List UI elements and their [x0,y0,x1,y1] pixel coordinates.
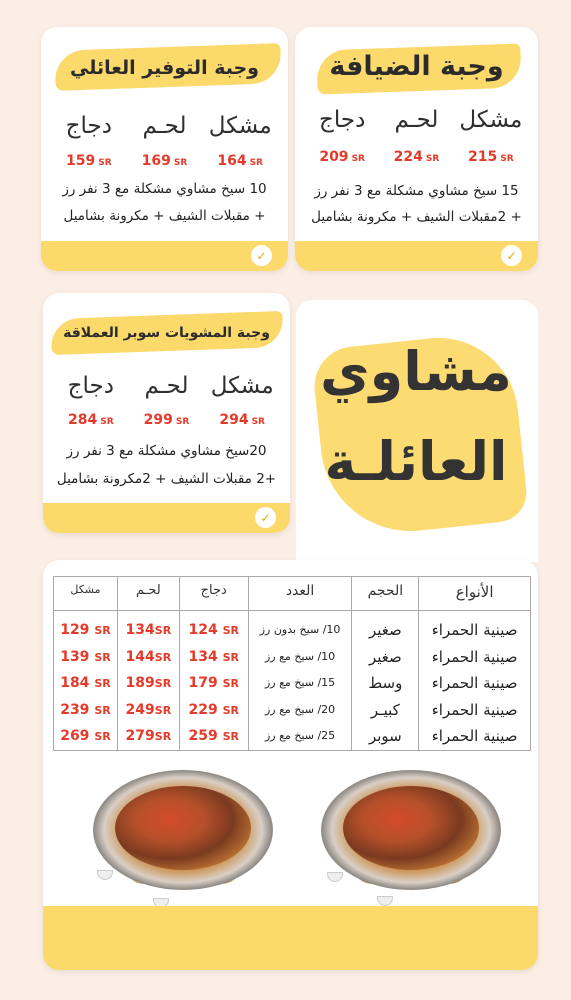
table-cell: 25/ سيخ مع رز [264,729,336,742]
category-meat: لحـم [144,373,189,399]
column-count [248,611,352,751]
card-super-giant-meal [43,293,290,533]
price-meat: 299 SR [143,412,190,428]
header-meat: لحـم [117,577,179,611]
price-mixed: 215 SR [467,149,514,165]
table-cell: صينية الحمراء [431,700,518,719]
price-chicken: 159 SR [66,153,112,169]
category-row [305,107,528,133]
table-cell: 144SR [125,648,172,665]
price-mixed: 164 SR [217,153,263,169]
card-footer [43,503,290,533]
price-chicken: 284 SR [68,412,114,428]
table-header-row [54,577,531,611]
category-row [53,373,280,399]
category-row [51,113,278,139]
category-chicken: دجاج [65,113,112,139]
table-cell: 259 SR [188,728,239,744]
price-row [305,149,528,165]
header-mixed: مشكل [54,577,118,611]
price-meat: 169 SR [141,153,188,169]
tray-food [343,786,479,870]
description-line-2: + 2مقبلات الشيف + مكرونة بشاميل [311,209,522,225]
table-cell: 134SR [125,622,172,638]
table-cell: 269 SR [60,728,111,744]
sauce-bowl [97,870,113,880]
header-types: الأنواع [419,577,531,611]
table-cell: 20/ سيخ مع رز [264,702,336,716]
column-mixed [54,611,118,751]
table-cell: 249SR [125,701,172,718]
grill-tray-image-right [321,770,501,890]
grill-tray-image-left [93,770,273,890]
description-line-1: 15 سيخ مشاوي مشكلة مع 3 نفر رز [314,183,519,199]
table-cell: صغير [368,647,402,666]
column-size [352,611,419,751]
card-family-saving-meal [41,27,288,271]
panel-footer [43,906,538,970]
description-line-1: 10 سيخ مشاوي مشكلة مع 3 نفر رز [62,181,267,197]
table-cell: صينية الحمراء [431,727,518,745]
family-grills-panel [296,300,538,562]
price-row [51,153,278,169]
category-mixed: مشكل [210,373,274,399]
card-hospitality-meal [295,27,538,271]
table-cell: 139 SR [60,648,111,665]
leaf-icon: ✓ [255,507,276,528]
column-chicken [179,611,248,751]
category-chicken: دجاج [67,373,114,399]
description-line-2: + مقبلات الشيف + مكرونة بشاميل [63,208,266,224]
price-chicken: 209 SR [319,149,365,165]
table-cell: صينية الحمراء [431,647,518,666]
table-cell: 124 SR [188,622,239,638]
description-line-2: +2 مقبلات الشيف + 2مكرونة بشاميل [56,471,277,487]
table-cell: وسط [368,674,403,692]
sauce-bowl [327,872,343,882]
table-cell: صينية الحمراء [431,621,518,639]
category-mixed: مشكل [208,113,272,139]
family-grills-title-line-1: مشاوي [320,340,512,403]
table-cell: 189SR [125,675,172,691]
table-cell: 134 SR [188,648,239,665]
description-line-1: 20سيخ مشاوي مشكلة مع 3 نفر رز [66,443,267,459]
sauce-bowl [377,896,393,906]
card-title: وجبة المشويات سوبر العملاقة [63,325,270,341]
table-cell: 129 SR [60,622,111,638]
column-meat [117,611,179,751]
leaf-icon: ✓ [251,245,272,266]
column-types [419,611,531,751]
leaf-icon: ✓ [501,245,522,266]
table-cell: 279SR [125,728,172,744]
header-count: العدد [248,577,352,611]
table-cell: 15/ سيخ مع رز [264,676,336,689]
category-mixed: مشكل [459,107,523,133]
category-meat: لحـم [394,107,439,133]
table-body-row [54,611,531,751]
price-mixed: 294 SR [219,412,265,428]
table-cell: 239 SR [60,701,111,718]
table-cell: كبيـر [370,700,400,719]
table-cell: صغير [368,621,402,639]
header-chicken: دجاج [179,577,248,611]
tray-food [115,786,251,870]
table-cell: 184 SR [60,675,111,691]
table-cell: 179 SR [188,675,239,691]
table-cell: 10/ سيخ بدون رز [259,623,341,636]
price-row [53,412,280,428]
table-cell: صينية الحمراء [431,674,518,692]
category-meat: لحـم [142,113,187,139]
price-meat: 224 SR [393,149,440,165]
header-size: الحجم [352,577,419,611]
table-cell: 229 SR [188,701,239,718]
family-grills-title-line-2: العائلـة [324,430,508,493]
tray-price-table [53,576,531,751]
card-title: وجبة التوفير العائلي [70,57,259,79]
tray-price-panel [43,560,538,970]
table-cell: 10/ سيخ مع رز [264,649,336,663]
card-title: وجبة الضيافة [329,51,504,82]
category-chicken: دجاج [319,107,366,133]
table-cell: سوبر [368,727,402,745]
